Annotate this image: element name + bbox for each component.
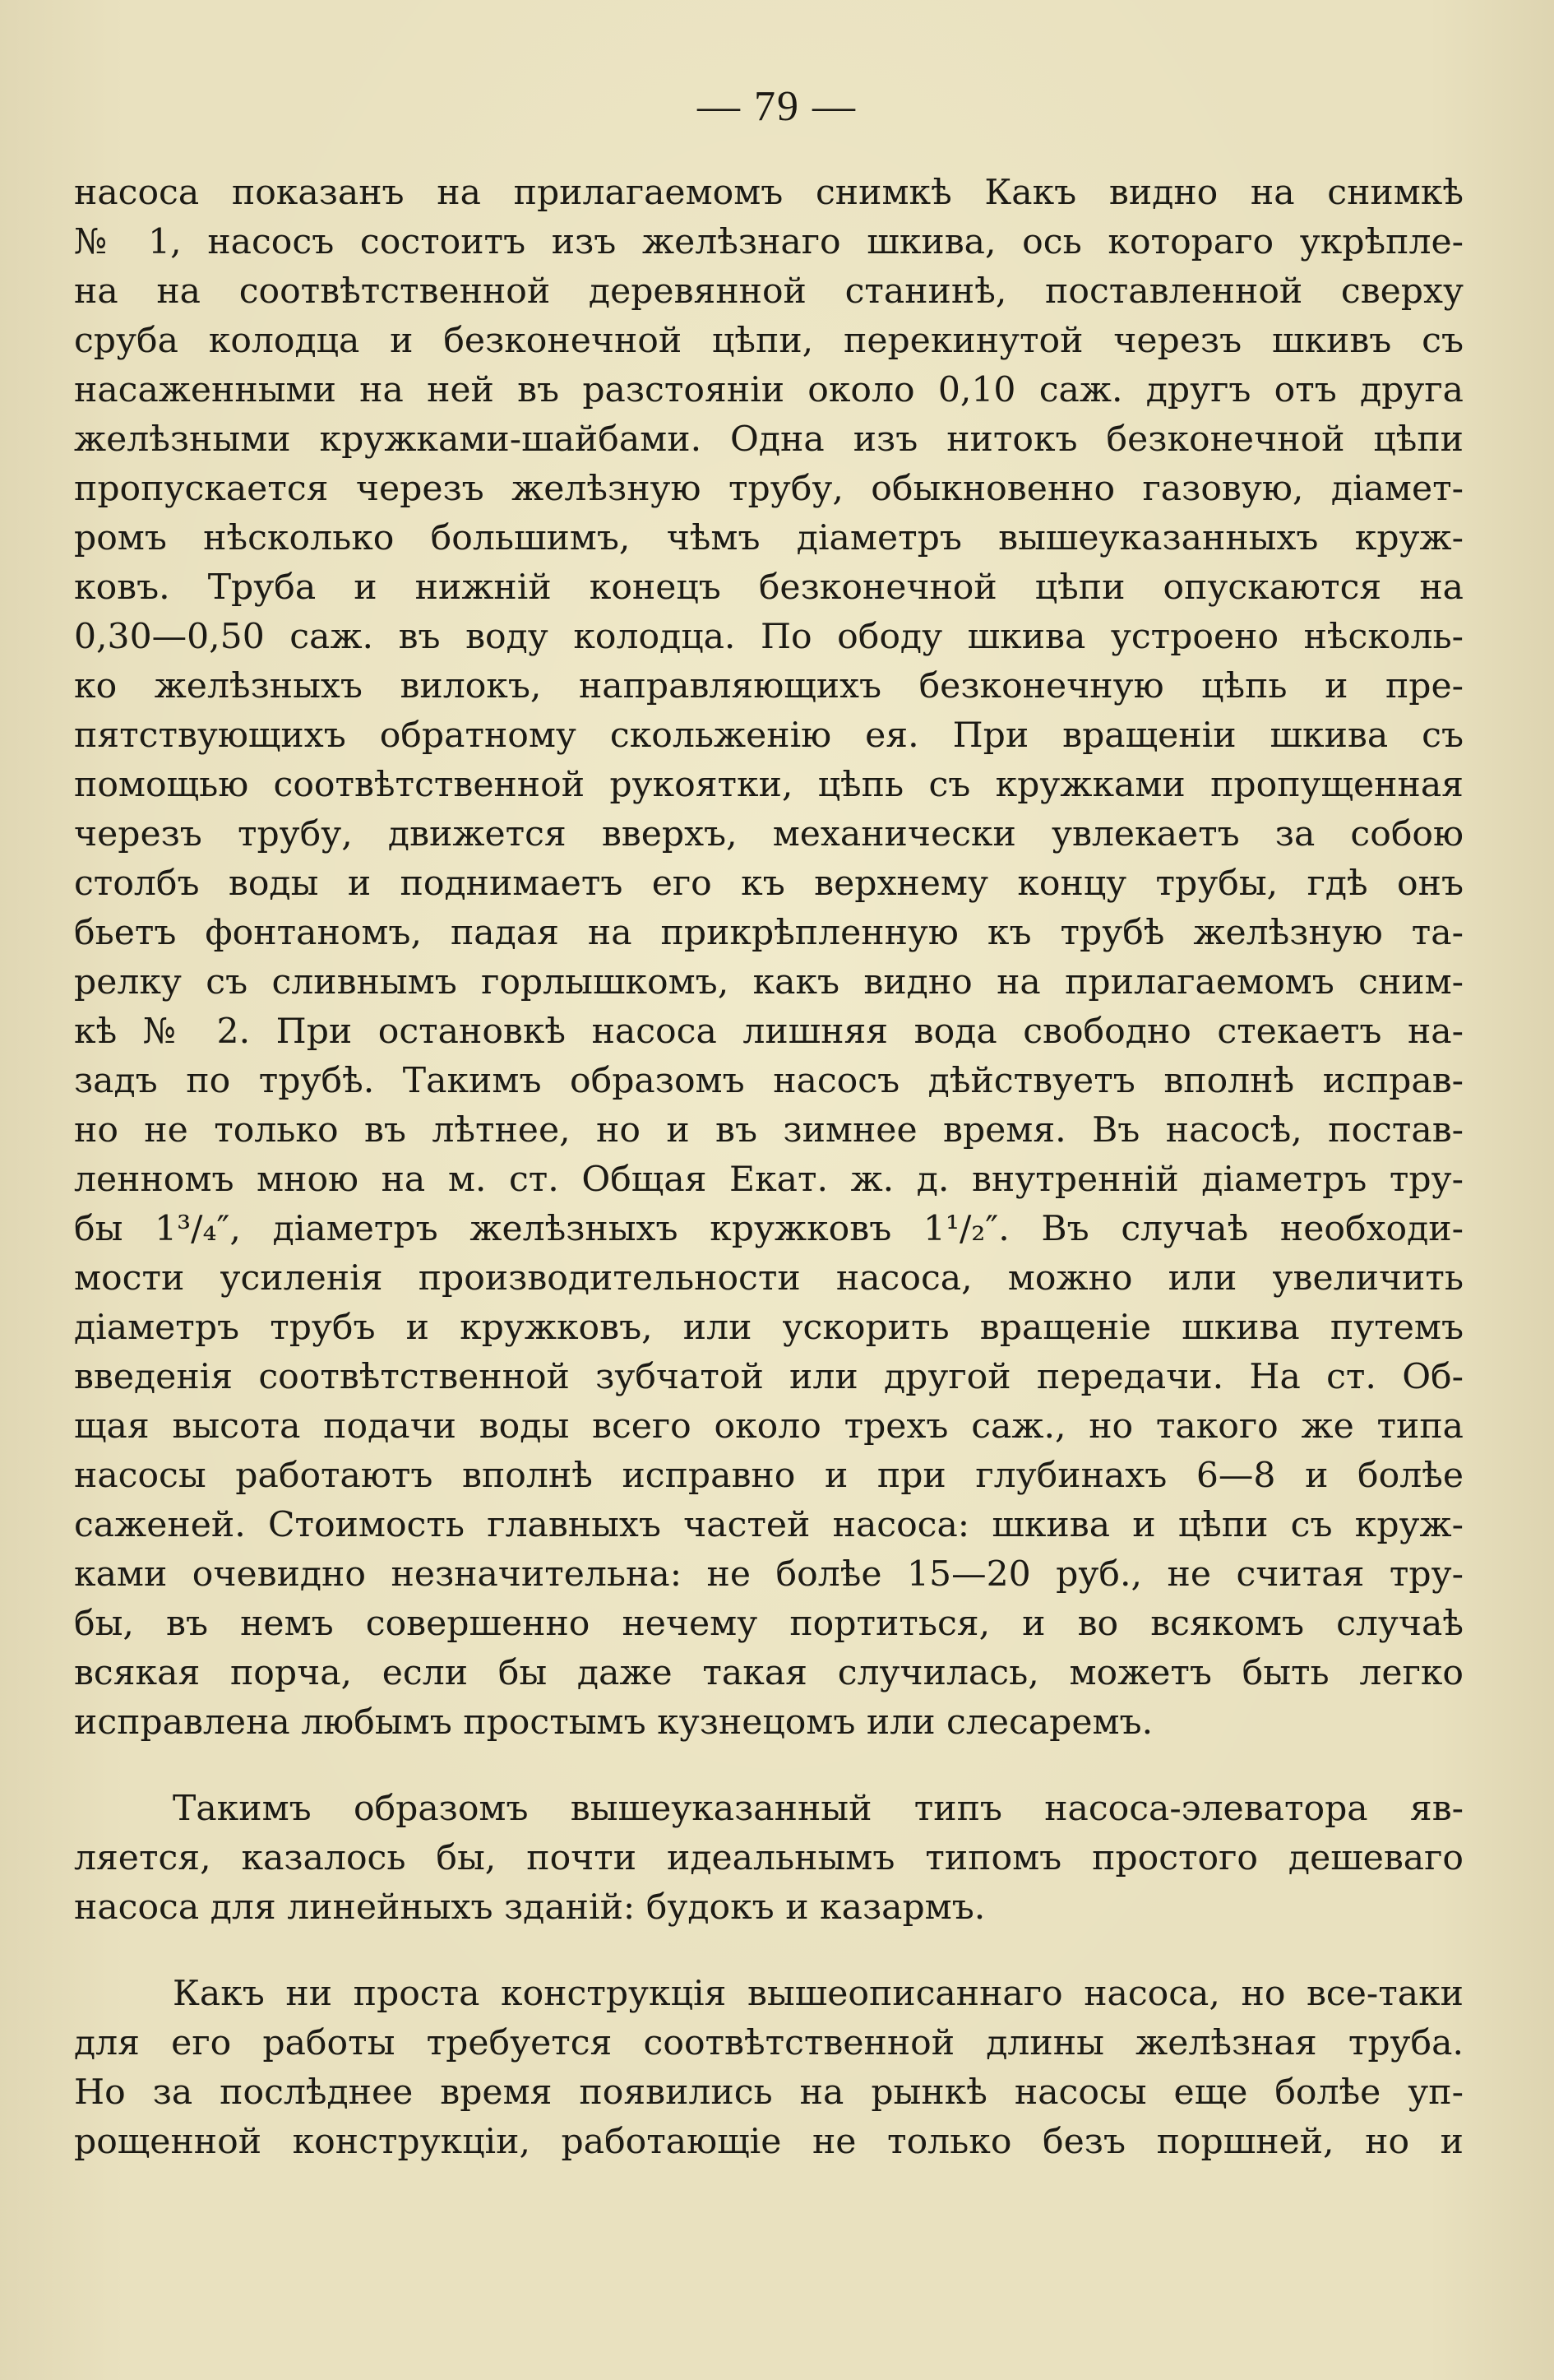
text-line: столбъ воды и поднимаетъ его къ верхнему концу трубы, гдѣ онъ xyxy=(74,864,1464,904)
text-line: ляется, казалось бы, почти идеальнымъ типомъ простого дешеваго xyxy=(74,1838,1464,1878)
text-line: бы, въ немъ совершенно нечему портиться, и во всякомъ случаѣ xyxy=(74,1604,1464,1644)
text-line: черезъ трубу, движется вверхъ, механически увлекаетъ за собою xyxy=(74,814,1464,854)
paragraph-3 xyxy=(74,1970,1464,2167)
text-line: саженей. Стоимость главныхъ частей насоса: шкива и цѣпи съ круж- xyxy=(74,1505,1464,1545)
text-line: Какъ ни проста конструкція вышеописаннаго насоса, но все-таки xyxy=(173,1974,1464,2014)
text-line: насоса для линейныхъ зданій: будокъ и казармъ. xyxy=(74,1887,986,1928)
text-line: релку съ сливнымъ горлышкомъ, какъ видно на прилагаемомъ сним- xyxy=(74,962,1464,1002)
text-line: бьетъ фонтаномъ, падая на прикрѣпленную къ трубѣ желѣзную та- xyxy=(74,913,1464,953)
text-line: ковъ. Труба и нижній конецъ безконечной цѣпи опускаются на xyxy=(74,567,1464,608)
page-number: — 79 — xyxy=(697,83,857,130)
text-line: бы 1³/₄″, діаметръ желѣзныхъ кружковъ 1¹/₂″. Въ случаѣ необходи- xyxy=(74,1209,1464,1249)
text-line: насаженными на ней въ разстояніи около 0,10 саж. другъ отъ друга xyxy=(74,370,1464,410)
text-line: для его работы требуется соотвѣтственной длины желѣзная труба. xyxy=(74,2023,1464,2063)
body-text xyxy=(74,169,1464,2167)
text-line: мости усиленія производительности насоса, можно или увеличить xyxy=(74,1258,1464,1299)
text-line: ромъ нѣсколько большимъ, чѣмъ діаметръ вышеуказанныхъ круж- xyxy=(74,518,1464,558)
text-line: ленномъ мною на м. ст. Общая Екат. ж. д. внутренній діаметръ тру- xyxy=(74,1160,1464,1200)
text-line: но не только въ лѣтнее, но и въ зимнее время. Въ насосѣ, постав- xyxy=(74,1110,1464,1151)
text-line: введенія соотвѣтственной зубчатой или другой передачи. На ст. Об- xyxy=(74,1357,1464,1397)
text-line: кѣ № 2. При остановкѣ насоса лишняя вода свободно стекаетъ на- xyxy=(74,1012,1464,1052)
text-line: Такимъ образомъ вышеуказанный типъ насоса-элеватора яв- xyxy=(173,1789,1464,1829)
text-line: насоса показанъ на прилагаемомъ снимкѣ Какъ видно на снимкѣ xyxy=(74,173,1464,213)
text-line: рощенной конструкціи, работающіе не только безъ поршней, но и xyxy=(74,2122,1464,2162)
text-line: пропускается черезъ желѣзную трубу, обыкновенно газовую, діамет- xyxy=(74,469,1464,509)
text-line: всякая порча, если бы даже такая случилась, можетъ быть легко xyxy=(74,1653,1464,1693)
text-line: діаметръ трубъ и кружковъ, или ускорить вращеніе шкива путемъ xyxy=(74,1308,1464,1348)
paragraph-2 xyxy=(74,1785,1464,1933)
text-line: щая высота подачи воды всего около трехъ саж., но такого же типа xyxy=(74,1406,1464,1447)
text-line: сруба колодца и безконечной цѣпи, перекинутой черезъ шкивъ съ xyxy=(74,321,1464,361)
text-line: № 1, насосъ состоитъ изъ желѣзнаго шкива, ось котораго укрѣпле- xyxy=(74,222,1464,262)
paragraph-1 xyxy=(74,169,1464,1748)
text-line: желѣзными кружками-шайбами. Одна изъ нитокъ безконечной цѣпи xyxy=(74,419,1464,460)
text-line: исправлена любымъ простымъ кузнецомъ или слесаремъ. xyxy=(74,1702,1154,1743)
text-line: помощью соотвѣтственной рукоятки, цѣпь съ кружками пропущенная xyxy=(74,765,1464,805)
text-line: 0,30—0,50 саж. въ воду колодца. По ободу шкива устроено нѣсколь- xyxy=(74,617,1464,657)
text-line: ко желѣзныхъ вилокъ, направляющихъ безконечную цѣпь и пре- xyxy=(74,666,1464,706)
text-line: ками очевидно незначительна: не болѣе 15—20 руб., не считая тру- xyxy=(74,1554,1464,1595)
text-line: на на соотвѣтственной деревянной станинѣ, поставленной сверху xyxy=(74,271,1464,312)
text-line: насосы работаютъ вполнѣ исправно и при глубинахъ 6—8 и болѣе xyxy=(74,1456,1464,1496)
text-line: задъ по трубѣ. Такимъ образомъ насосъ дѣйствуетъ вполнѣ исправ- xyxy=(74,1061,1464,1101)
text-line: пятствующихъ обратному скольженію ея. При вращеніи шкива съ xyxy=(74,715,1464,756)
text-line: Но за послѣднее время появились на рынкѣ насосы еще болѣе уп- xyxy=(74,2072,1464,2113)
